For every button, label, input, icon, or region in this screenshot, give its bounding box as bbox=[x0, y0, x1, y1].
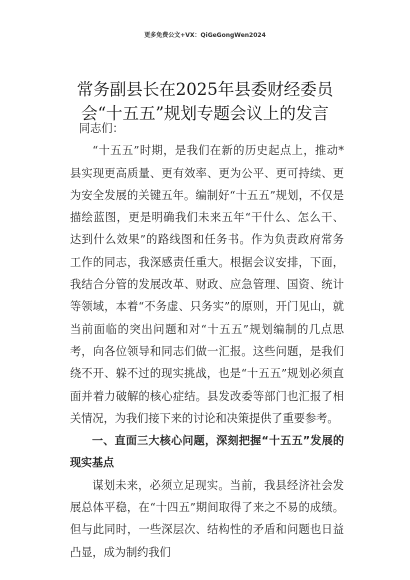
header-note: 更多免费公文+VX：QiGeGongWen2024 bbox=[144, 32, 266, 39]
greeting: 同志们： bbox=[78, 122, 124, 135]
intro-paragraph: “十五五”时期，是我们在新的历史起点上，推动*县实现更高质量、更有效率、更为公平、更可持续、更为安全发展的关键五年。编制好“十五五”规划，不仅是描绘蓝图，更是明确我们未来五年“干什么、怎么干、达到什么效果”的路线图和任务书。作为负责政府常务工作的同志，我深感责任重大。根据会议安排，下面，我结合分管的发展改革、财政、应急管理、国资、统计等领域，本着“不务虚、只务实”的原则，开门见山，就当前面临的突出问题和对“十五五”规划编制的几点思考，向各位领导和同志们做一汇报。这些问题，是我们绕不开、躲不过的现实挑战，也是“十五五”规划必须直面并着力破解的核心症结。县发改委等部门也汇报了相关情况，为我们接下来的讨论和决策提供了重要参考。 bbox=[70, 144, 344, 425]
section-paragraph: 谋划未来，必须立足现实。当前，我县经济社会发展总体平稳，在“十四五”期间取得了来之不易的成绩。但与此同时，一些深层次、结构性的矛盾和问题也日益凸显，成为制约我们 bbox=[70, 478, 344, 559]
section-heading: 一、直面三大核心问题，深刻把握“十五五”发展的现实基点 bbox=[70, 434, 344, 470]
document-title: 常务副县长在2025年县委财经委员会“十五五”规划专题会议上的发言 bbox=[76, 80, 334, 123]
document-body bbox=[70, 118, 344, 564]
